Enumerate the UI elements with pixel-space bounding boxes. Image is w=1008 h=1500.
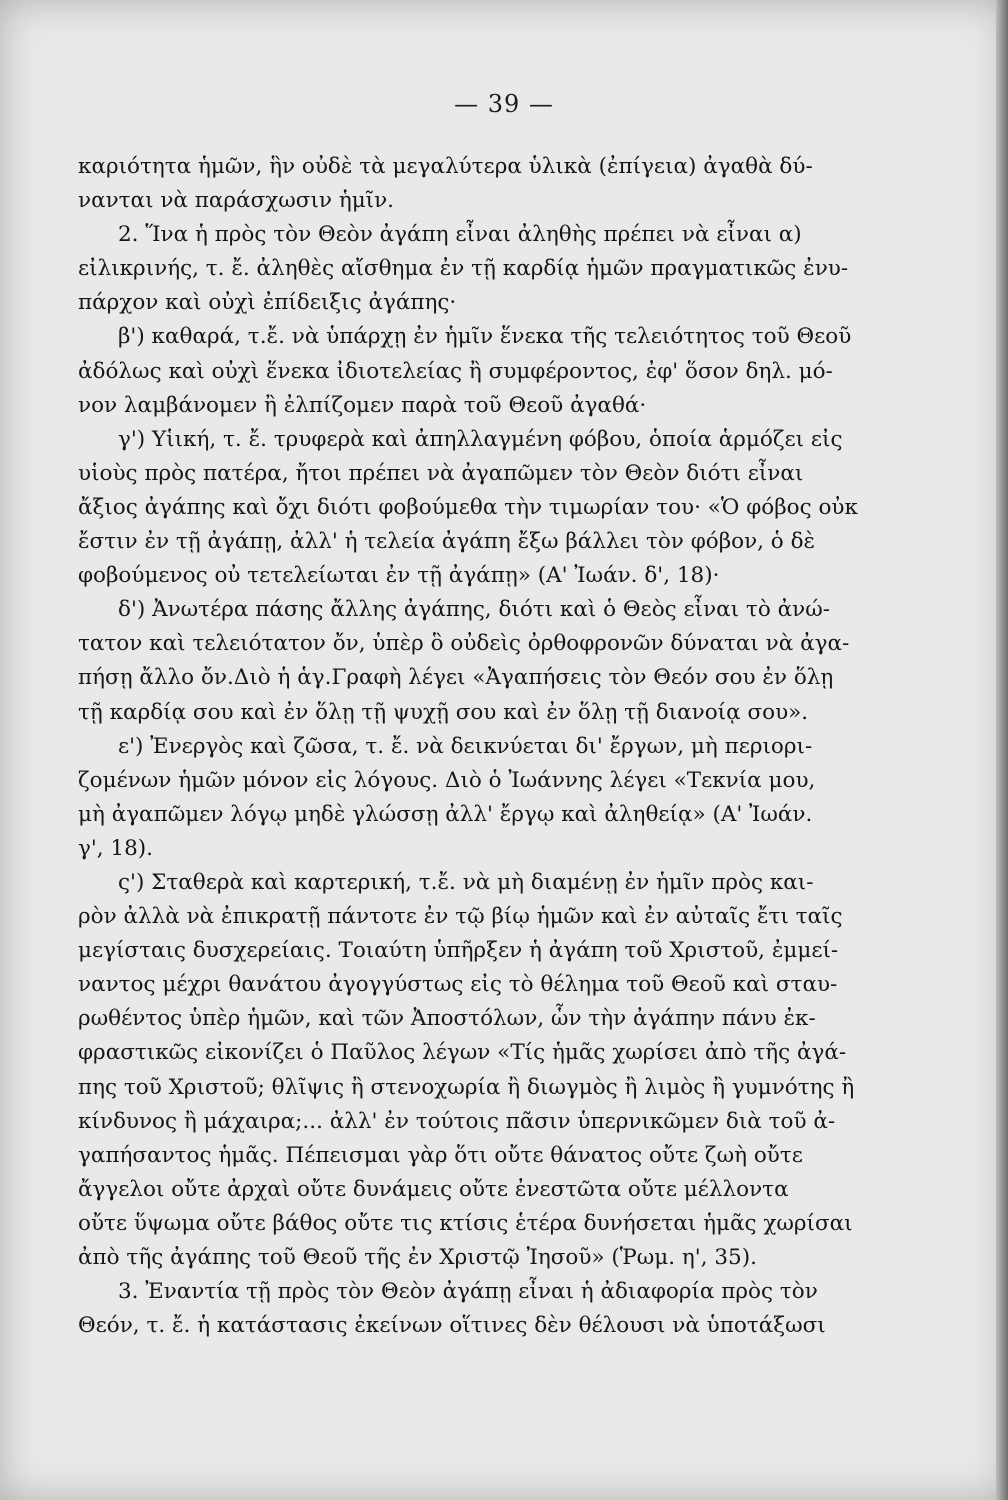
text-line: γαπήσαντος ἡμᾶς. Πέπεισμαι γὰρ ὅτι οὔτε θάνατος οὔτε ζωὴ οὔτε bbox=[78, 1142, 803, 1168]
text-line: νανται νὰ παράσχωσιν ἡμῖν. bbox=[78, 188, 395, 214]
text-line: 3. Ἐναντία τῇ πρὸς τὸν Θεὸν ἀγάπῃ εἶναι ἡ ἀδιαφορία πρὸς τὸν bbox=[118, 1279, 818, 1305]
page-edge-shadow bbox=[996, 0, 1008, 1500]
text-line: ζομένων ἡμῶν μόνον εἰς λόγους. Διὸ ὁ Ἰωάννης λέγει «Τεκνία μου, bbox=[78, 767, 816, 793]
text-line: πάρχον καὶ οὐχὶ ἐπίδειξις ἀγάπης· bbox=[78, 290, 457, 316]
text-line: τατον καὶ τελειότατον ὄν, ὑπὲρ ὃ οὐδεὶς ὀρθοφρονῶν δύναται νὰ ἀγα- bbox=[78, 631, 850, 657]
text-line: φραστικῶς εἰκονίζει ὁ Παῦλος λέγων «Τίς ἡμᾶς χωρίσει ἀπὸ τῆς ἀγά- bbox=[78, 1040, 847, 1066]
text-line: μὴ ἀγαπῶμεν λόγῳ μηδὲ γλώσσῃ ἀλλ' ἔργῳ καὶ ἀληθείᾳ» (Α' Ἰωάν. bbox=[78, 801, 813, 827]
text-line: ναντος μέχρι θανάτου ἀγογγύστως εἰς τὸ θέλημα τοῦ Θεοῦ καὶ σταυ- bbox=[78, 972, 838, 998]
text-line: ἀπὸ τῆς ἀγάπης τοῦ Θεοῦ τῆς ἐν Χριστῷ Ἰησοῦ» (Ῥωμ. η', 35). bbox=[78, 1245, 757, 1270]
text-line: εἰλικρινής, τ. ἔ. ἀληθὲς αἴσθημα ἐν τῇ καρδίᾳ ἡμῶν πραγματικῶς ἐνυ- bbox=[78, 256, 849, 282]
text-line: ἄγγελοι οὔτε ἀρχαὶ οὔτε δυνάμεις οὔτε ἐνεστῶτα οὔτε μέλλοντα bbox=[78, 1176, 789, 1202]
text-line: πήσῃ ἄλλο ὄν.Διὸ ἡ ἁγ.Γραφὴ λέγει «Ἀγαπήσεις τὸν Θεόν σου ἐν ὅλῃ bbox=[78, 665, 834, 691]
text-line: νον λαμβάνομεν ἢ ἐλπίζομεν παρὰ τοῦ Θεοῦ ἀγαθά· bbox=[78, 392, 647, 418]
page-number: — 39 — bbox=[454, 90, 554, 118]
text-line: υἱοὺς πρὸς πατέρα, ἤτοι πρέπει νὰ ἀγαπῶμεν τὸν Θεὸν διότι εἶναι bbox=[78, 460, 804, 486]
text-line: ἀδόλως καὶ οὐχὶ ἕνεκα ἰδιοτελείας ἢ συμφέροντος, ἐφ' ὅσον δηλ. μό- bbox=[78, 358, 833, 384]
text-line: ἔστιν ἐν τῇ ἀγάπῃ, ἀλλ' ἡ τελεία ἀγάπη ἔξω βάλλει τὸν φόβον, ὁ δὲ bbox=[78, 529, 816, 555]
text-line: φοβούμενος οὐ τετελείωται ἐν τῇ ἀγάπῃ» (Α' Ἰωάν. δ', 18)· bbox=[78, 563, 720, 589]
text-line: ρὸν ἀλλὰ νὰ ἐπικρατῇ πάντοτε ἐν τῷ βίῳ ἡμῶν καὶ ἐν αὐταῖς ἔτι ταῖς bbox=[78, 904, 843, 930]
text-line: γ', 18). bbox=[78, 835, 154, 861]
text-line: Θεόν, τ. ἔ. ἡ κατάστασις ἐκείνων οἵτινες δὲν θέλουσι νὰ ὑποτάξωσι bbox=[78, 1313, 826, 1339]
text-line: οὔτε ὕψωμα οὔτε βάθος οὔτε τις κτίσις ἑτέρα δυνήσεται ἡμᾶς χωρίσαι bbox=[78, 1210, 853, 1236]
body-text bbox=[78, 150, 890, 1343]
text-line: κίνδυνος ἢ μάχαιρα;... ἀλλ' ἐν τούτοις πᾶσιν ὑπερνικῶμεν διὰ τοῦ ἀ- bbox=[78, 1108, 836, 1134]
text-line: ἄξιος ἀγάπης καὶ ὄχι διότι φοβούμεθα τὴν τιμωρίαν του· «Ὁ φόβος οὐκ bbox=[78, 494, 858, 520]
text-line: ρωθέντος ὑπὲρ ἡμῶν, καὶ τῶν Ἀποστόλων, ὧν τὴν ἀγάπην πάνυ ἐκ- bbox=[78, 1006, 816, 1032]
text-line: γ') Υἱική, τ. ἔ. τρυφερὰ καὶ ἀπηλλαγμένη φόβου, ὁποία ἁρμόζει εἰς bbox=[118, 426, 843, 452]
text-line: μεγίσταις δυσχερείαις. Τοιαύτη ὑπῆρξεν ἡ ἀγάπη τοῦ Χριστοῦ, ἐμμεί- bbox=[78, 938, 839, 964]
text-line: ε') Ἐνεργὸς καὶ ζῶσα, τ. ἔ. νὰ δεικνύεται δι' ἔργων, μὴ περιορι- bbox=[118, 733, 813, 759]
text-line: ς') Σταθερὰ καὶ καρτερική, τ.ἔ. νὰ μὴ διαμένῃ ἐν ἡμῖν πρὸς και- bbox=[118, 869, 814, 895]
text-line: τῇ καρδίᾳ σου καὶ ἐν ὅλῃ τῇ ψυχῇ σου καὶ ἐν ὅλῃ τῇ διανοίᾳ σου». bbox=[78, 699, 809, 725]
text-line: καριότητα ἡμῶν, ἣν οὐδὲ τὰ μεγαλύτερα ὑλικὰ (ἐπίγεια) ἀγαθὰ δύ- bbox=[78, 154, 813, 179]
text-line: β') καθαρά, τ.ἔ. νὰ ὑπάρχῃ ἐν ἡμῖν ἕνεκα τῆς τελειότητος τοῦ Θεοῦ bbox=[118, 324, 852, 350]
text-line: 2. Ἵνα ἡ πρὸς τὸν Θεὸν ἀγάπη εἶναι ἀληθὴς πρέπει νὰ εἶναι α) bbox=[118, 222, 802, 248]
text-line: δ') Ἀνωτέρα πάσης ἄλλης ἀγάπης, διότι καὶ ὁ Θεὸς εἶναι τὸ ἀνώ- bbox=[118, 597, 830, 623]
text-line: πης τοῦ Χριστοῦ; θλῖψις ἢ στενοχωρία ἢ διωγμὸς ἢ λιμὸς ἢ γυμνότης ἢ bbox=[78, 1074, 855, 1100]
